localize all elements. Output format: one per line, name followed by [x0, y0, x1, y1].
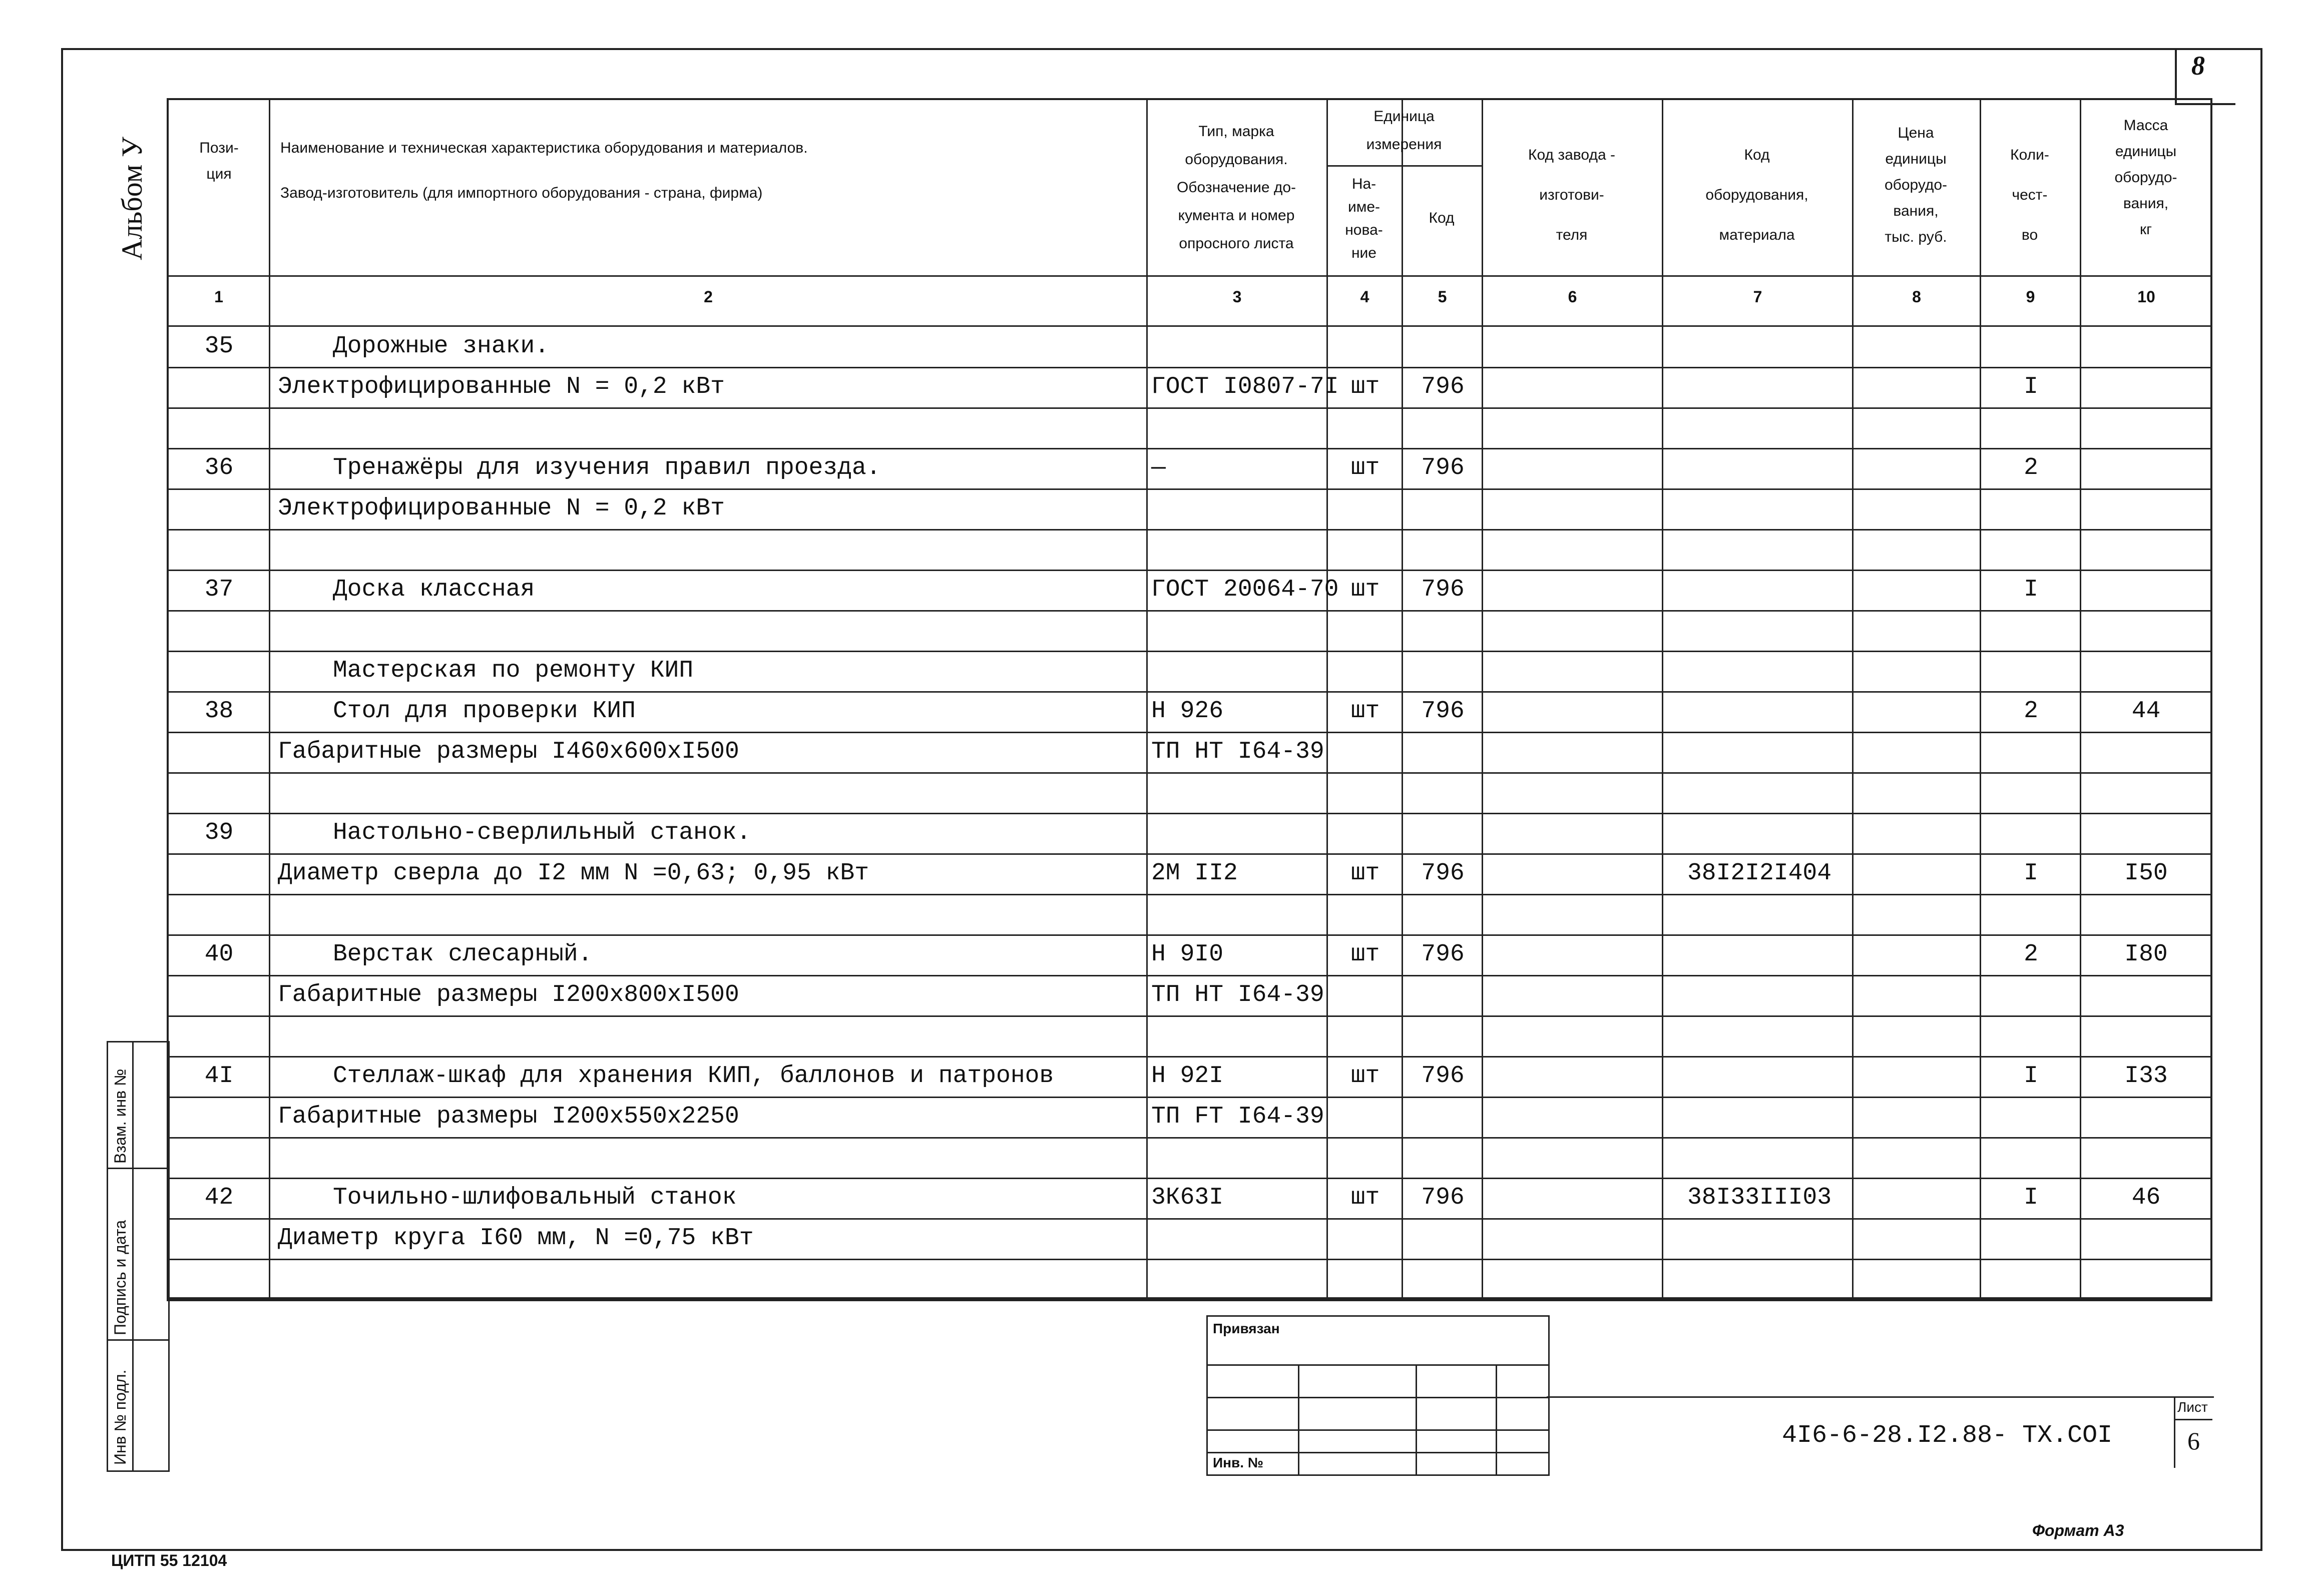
cell-qty: 2 [2024, 941, 2038, 968]
row-divider [167, 570, 2212, 571]
cell-unit: шт [1350, 860, 1380, 887]
cell-unit: шт [1350, 698, 1380, 725]
col-num-1: 1 [214, 288, 223, 306]
hdr-unit-name: На- име- нова- ние [1345, 176, 1383, 261]
sheet-number: 8 [2191, 51, 2205, 81]
cell-code: 796 [1421, 576, 1465, 603]
cell-type: ГОСТ I0807-7I [1151, 373, 1339, 400]
side-stamp [107, 1041, 170, 1472]
cell-unit: шт [1350, 576, 1380, 603]
cell-mass: I33 [2124, 1062, 2168, 1090]
row-divider [167, 488, 2212, 490]
col-num-10: 10 [2137, 288, 2155, 306]
cell-mass: I80 [2124, 941, 2168, 968]
row-divider [167, 1056, 2212, 1057]
cell-unit: шт [1350, 941, 1380, 968]
cell-name: Стол для проверки КИП [333, 698, 636, 725]
row-divider [167, 651, 2212, 652]
col-num-8: 8 [1912, 288, 1921, 306]
cell-pos: 4I [204, 1062, 234, 1090]
list-number: 6 [2187, 1427, 2200, 1455]
sheet-number-box [2175, 48, 2235, 105]
cell-pos: 42 [204, 1184, 234, 1211]
row-divider [167, 1137, 2212, 1139]
cell-qty: 2 [2024, 454, 2038, 481]
cell-unit: шт [1350, 1062, 1380, 1090]
binding-stamp [1206, 1315, 1550, 1476]
hdr-price: Цена единицы оборудо- вания, тыс. руб. [1884, 125, 1948, 245]
side-stamp-vzam-label: Взам. инв № [111, 1069, 129, 1164]
cell-type: 3К63I [1151, 1184, 1224, 1211]
cell-name: Тренажёры для изучения правил проезда. [333, 454, 881, 481]
row-divider [167, 813, 2212, 814]
hdr-unit-code: Код [1429, 210, 1455, 226]
row-divider [167, 610, 2212, 612]
side-stamp-inv [108, 1341, 168, 1469]
row-divider [167, 407, 2212, 409]
row-divider [167, 934, 2212, 936]
cell-name: Настольно-сверлильный станок. [333, 819, 751, 846]
cell-mass: 44 [2131, 698, 2161, 725]
hdr-type: Тип, марка оборудования. Обозначение до- кумента и номер опросного листа [1176, 123, 1296, 252]
cell-code: 796 [1421, 373, 1465, 400]
hdr-unit: Единица измерения [1366, 108, 1442, 153]
row-divider [167, 732, 2212, 733]
stamp-inv-no: Инв. № [1213, 1455, 1264, 1470]
cell-name: Диаметр круга I60 мм, N =0,75 кВт [278, 1225, 754, 1252]
side-stamp-podpis [108, 1169, 168, 1341]
cell-qty: I [2024, 373, 2038, 400]
col-num-7: 7 [1753, 288, 1762, 306]
row-divider [167, 1097, 2212, 1098]
cell-type: ТП FТ I64-39 [1151, 1103, 1324, 1130]
cell-code: 796 [1421, 1062, 1465, 1090]
cell-name: Доска классная [333, 576, 535, 603]
col-num-5: 5 [1438, 288, 1447, 306]
cell-unit: шт [1350, 1184, 1380, 1211]
cell-name: Габаритные размеры I200x550x2250 [278, 1103, 739, 1130]
list-label: Лист [2177, 1399, 2208, 1415]
row-divider [167, 1178, 2212, 1179]
row-divider [167, 448, 2212, 449]
cell-qty: I [2024, 1062, 2038, 1090]
hdr-qty: Коли- чест- во [2010, 147, 2049, 243]
row-divider [167, 894, 2212, 895]
cell-code: 796 [1421, 454, 1465, 481]
col-num-9: 9 [2026, 288, 2035, 306]
cell-name: Точильно-шлифовальный станок [333, 1184, 737, 1211]
cell-name: Дорожные знаки. [333, 333, 550, 360]
hdr-equip-code: Код оборудования, материала [1705, 147, 1808, 243]
row-divider [167, 1015, 2212, 1017]
cell-type: Н 926 [1151, 698, 1224, 725]
cell-pos: 40 [204, 941, 234, 968]
cell-name: Стеллаж-шкаф для хранения КИП, баллонов и патронов [333, 1062, 1054, 1090]
cell-qty: 2 [2024, 698, 2038, 725]
row-divider [167, 529, 2212, 530]
row-divider [167, 853, 2212, 855]
cell-type: — [1151, 454, 1166, 481]
cell-type: 2М II2 [1151, 860, 1238, 887]
row-divider [167, 691, 2212, 693]
format-label: Формат А3 [2032, 1521, 2124, 1539]
cell-pos: 39 [204, 819, 234, 846]
cell-pos: 35 [204, 333, 234, 360]
cell-pos: 36 [204, 454, 234, 481]
cell-type: ГОСТ 20064-70 [1151, 576, 1339, 603]
side-stamp-inv-label: Инв № подл. [111, 1369, 129, 1465]
cell-type: ТП НТ I64-39 [1151, 981, 1324, 1008]
cell-name: Габаритные размеры I200x800xI500 [278, 981, 739, 1008]
cell-name: Мастерская по ремонту КИП [333, 657, 694, 684]
hdr-factory-code: Код завода - изготови- теля [1528, 147, 1615, 243]
album-label: Альбом У [116, 137, 148, 260]
cell-name: Электрофицированные N = 0,2 кВт [278, 373, 725, 400]
col-num-6: 6 [1568, 288, 1577, 306]
cell-type: Н 9I0 [1151, 941, 1224, 968]
cell-unit: шт [1350, 373, 1380, 400]
title-block-line [167, 1299, 2212, 1301]
col-num-4: 4 [1360, 288, 1369, 306]
cell-name: Верстак слесарный. [333, 941, 593, 968]
cell-name: Электрофицированные N = 0,2 кВт [278, 495, 725, 522]
cell-code: 796 [1421, 698, 1465, 725]
row-divider [167, 975, 2212, 976]
side-stamp-vzam [108, 1042, 168, 1169]
col-num-2: 2 [704, 288, 713, 306]
row-divider [167, 1218, 2212, 1220]
cell-type: Н 92I [1151, 1062, 1224, 1090]
cell-code: 796 [1421, 860, 1465, 887]
document-code: 4I6-6-28.I2.88- ТХ.СОI [1782, 1421, 2113, 1450]
row-divider [167, 367, 2212, 368]
cell-qty: I [2024, 576, 2038, 603]
cell-name: Габаритные размеры I460x600xI500 [278, 738, 739, 765]
hdr-mass: Масса единицы оборудо- вания, кг [2114, 117, 2177, 238]
cell-equip: 38I33III03 [1687, 1184, 1832, 1211]
cell-unit: шт [1350, 454, 1380, 481]
cell-code: 796 [1421, 941, 1465, 968]
row-divider [167, 772, 2212, 774]
cell-qty: I [2024, 1184, 2038, 1211]
row-divider [167, 1259, 2212, 1260]
cell-code: 796 [1421, 1184, 1465, 1211]
cell-qty: I [2024, 860, 2038, 887]
cell-name: Диаметр сверла до I2 мм N =0,63; 0,95 кВт [278, 860, 869, 887]
cell-pos: 37 [204, 576, 234, 603]
stamp-privyazan: Привязан [1213, 1321, 1280, 1336]
cell-type: ТП НТ I64-39 [1151, 738, 1324, 765]
cell-pos: 38 [204, 698, 234, 725]
cell-mass: 46 [2131, 1184, 2161, 1211]
cutp-label: ЦИТП 55 12104 [111, 1551, 227, 1569]
hdr-position: Пози- ция [199, 140, 239, 182]
cell-mass: I50 [2124, 860, 2168, 887]
hdr-name-line1: Наименование и техническая характеристика оборудования и материалов. [280, 140, 808, 156]
col-num-3: 3 [1232, 288, 1242, 306]
cell-equip: 38I2I2I404 [1687, 860, 1832, 887]
hdr-name-line2: Завод-изготовитель (для импортного оборудования - страна, фирма) [280, 185, 763, 201]
side-stamp-podpis-label: Подпись и дата [111, 1220, 129, 1335]
